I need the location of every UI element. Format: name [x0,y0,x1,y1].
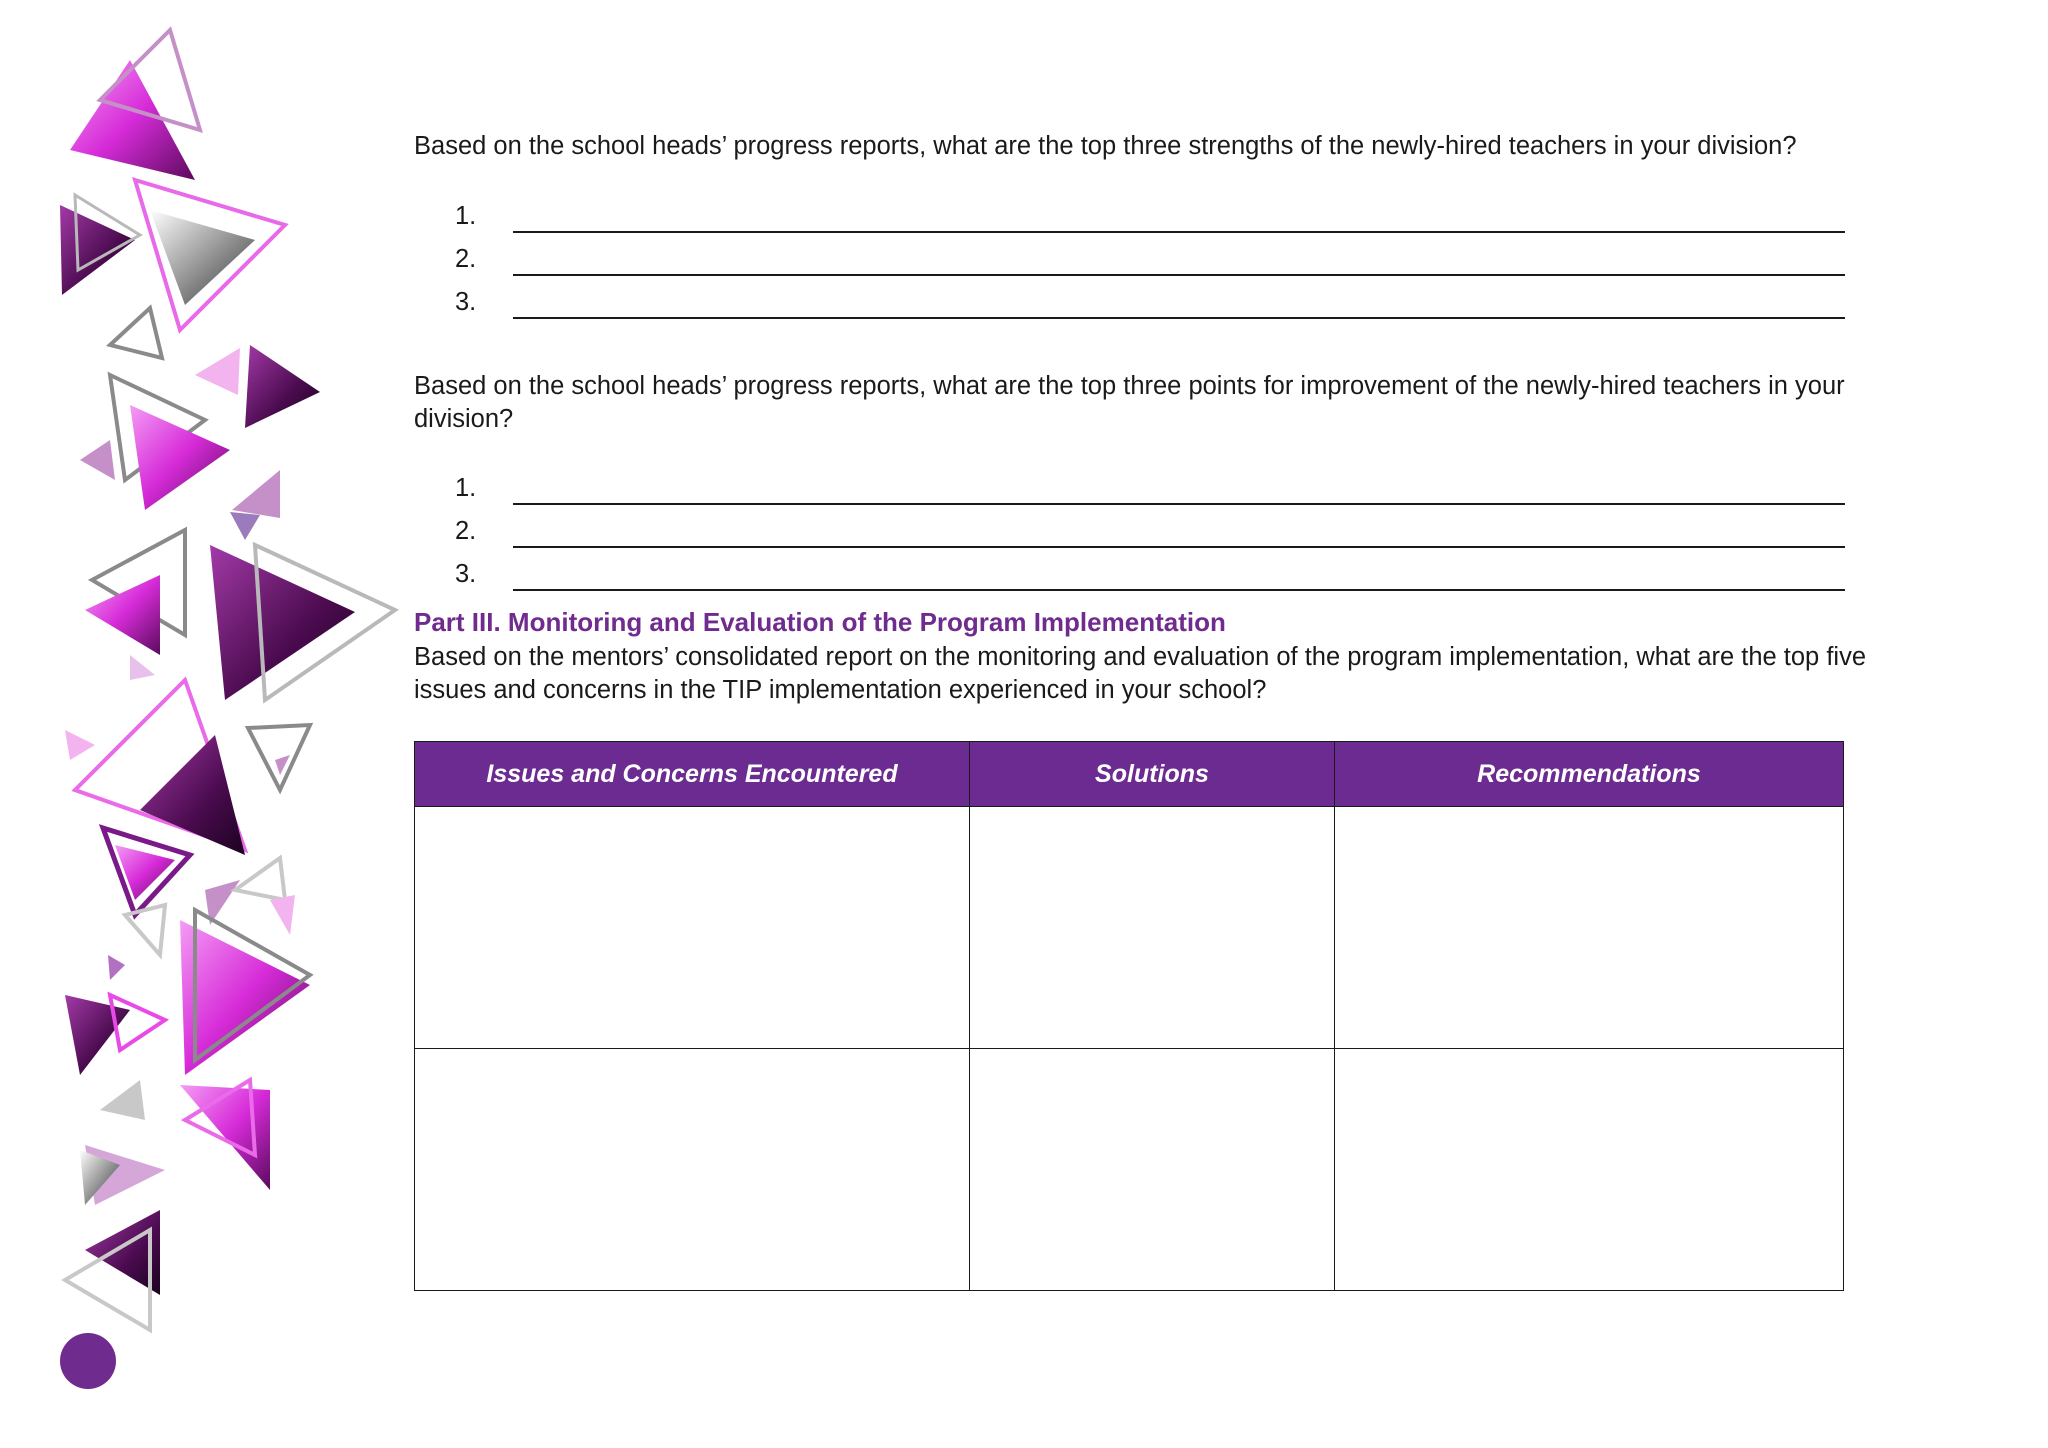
blank-line[interactable] [513,524,1845,548]
answer-line[interactable] [455,229,1845,272]
answer-line[interactable] [455,186,1845,229]
blank-line[interactable] [513,252,1845,276]
blank-line[interactable] [513,481,1845,505]
blank-line[interactable] [513,567,1845,591]
part3-question: Based on the mentors’ consolidated report on the monitoring and evaluation of the program implementation, what are the top five issues and concerns in the TIP implementation experienced in your school? [414,643,1867,704]
improvement-question: Based on the school heads’ progress reports, what are the top three points for improvement of the newly-hired teachers in your division? [414,372,1845,433]
line-number: 1. [455,202,477,230]
issues-table [414,741,1844,1291]
answer-line[interactable] [455,501,1845,544]
decorative-triangle-border [0,0,420,1448]
part3-title: Part III. Monitoring and Evaluation of the Program Implementation [414,607,1226,637]
column-header-recommendations: Recommendations [1335,742,1844,807]
column-header-solutions: Solutions [970,742,1335,807]
strengths-answer-lines [455,186,1845,315]
table-cell[interactable] [1335,1049,1844,1291]
triangle-shapes [60,30,395,1330]
table-row [415,807,1844,1049]
table-cell[interactable] [970,1049,1335,1291]
table-row [415,1049,1844,1291]
line-number: 2. [455,517,477,545]
line-number: 3. [455,288,477,316]
table-cell[interactable] [415,1049,970,1291]
purple-dot [60,1333,116,1389]
answer-line[interactable] [455,544,1845,587]
table-cell[interactable] [970,807,1335,1049]
table-cell[interactable] [415,807,970,1049]
blank-line[interactable] [513,209,1845,233]
line-number: 1. [455,474,477,502]
improvement-answer-lines [455,458,1845,587]
column-header-issues: Issues and Concerns Encountered [415,742,970,807]
blank-line[interactable] [513,295,1845,319]
line-number: 3. [455,560,477,588]
answer-line[interactable] [455,272,1845,315]
strengths-question: Based on the school heads’ progress reports, what are the top three strengths of the newly-hired teachers in your division? [414,132,1797,160]
answer-line[interactable] [455,458,1845,501]
table-header-row [415,742,1844,807]
table-cell[interactable] [1335,807,1844,1049]
line-number: 2. [455,245,477,273]
